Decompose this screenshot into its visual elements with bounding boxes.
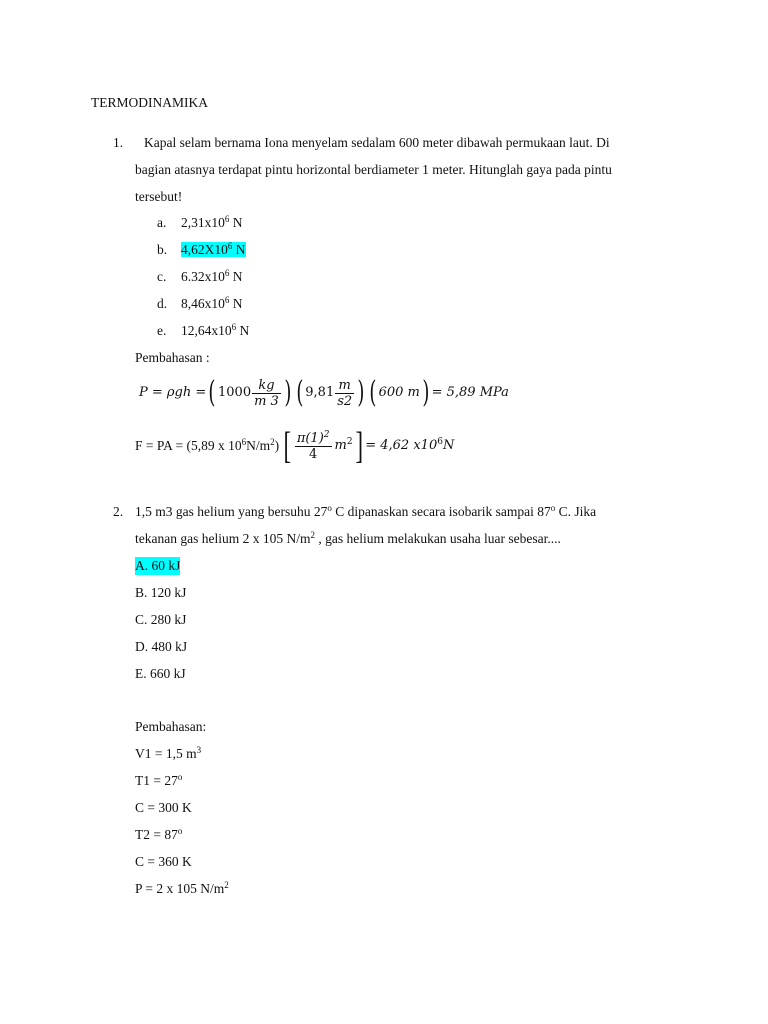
q1-discussion-label: Pembahasan :: [135, 350, 210, 365]
question-1-line-3: tersebut!: [135, 189, 183, 204]
option-letter: b.: [157, 242, 168, 257]
q1-option-b: [157, 241, 246, 259]
question-2-number: 2.: [113, 504, 124, 519]
option-letter: e.: [157, 323, 167, 338]
q1-option-e: [157, 322, 249, 340]
given-t1-kelvin: C = 300 K: [135, 800, 192, 815]
given-t1: $T1 = 27^o$: [135, 772, 183, 788]
given-t2-kelvin: C = 360 K: [135, 854, 192, 869]
question-1-number: 1.: [113, 135, 124, 150]
given-t2: $T2 = 87^o$: [135, 826, 183, 842]
question-2-line-1: 1,5 m3 gas helium yang bersuhu 27$^o$ C dipanaskan secara isobarik sampai 87$^o$ C. Jika: [135, 503, 597, 519]
option-text: $2,31x10^6$ N: [181, 214, 243, 230]
option-letter: a.: [157, 215, 167, 230]
q1-option-d: [157, 295, 243, 313]
q2-option-a-highlighted: A. 60 kJ: [135, 558, 181, 573]
q2-option-d: D. 480 kJ: [135, 639, 188, 654]
q2-option-e: E. 660 kJ: [135, 666, 186, 681]
option-text-highlighted: $4,62X10^6$ N: [181, 241, 246, 257]
q2-option-b: B. 120 kJ: [135, 585, 187, 600]
q1-option-c: [157, 268, 243, 286]
document-title: TERMODINAMIKA: [91, 95, 208, 110]
option-text: $12,64x10^6$ N: [181, 322, 250, 338]
given-v1: V1 = 1,5 $m^3$: [135, 745, 202, 761]
question-1-line-2: bagian atasnya terdapat pintu horizontal berdiameter 1 meter. Hitunglah gaya pada pintu: [135, 162, 612, 177]
given-pressure: P = 2 x 105 $N/m^2$: [135, 880, 229, 896]
q2-discussion-label: Pembahasan:: [135, 719, 207, 734]
question-1-line-1: Kapal selam bernama Iona menyelam sedalam 600 meter dibawah permukaan laut. Di: [144, 135, 610, 150]
option-text: $6.32x10^6$ N: [181, 268, 243, 284]
option-text: $8,46x10^6$ N: [181, 295, 243, 311]
q1-equation-force: F = PA = (5,89 x $10^6N/m^2$) [ $\frac{\pi(1)^2}{4}$ $m^2$ ] = 4,62 $x10^6N$: [135, 425, 455, 467]
q1-equation-pressure: P = ρgh = ( 1000 $\frac{kg}{m 3}$ ) ( 9,81 $\frac{m}{s2}$ ) ( 600 m ) = 5,89 MPa: [139, 375, 509, 410]
q2-option-c: C. 280 kJ: [135, 612, 187, 627]
option-letter: d.: [157, 296, 168, 311]
question-2-line-2: tekanan gas helium 2 x 105 $N/m^2$ , gas helium melakukan usaha luar sebesar....: [135, 530, 561, 546]
option-letter: c.: [157, 269, 167, 284]
q1-option-a: [157, 214, 243, 232]
